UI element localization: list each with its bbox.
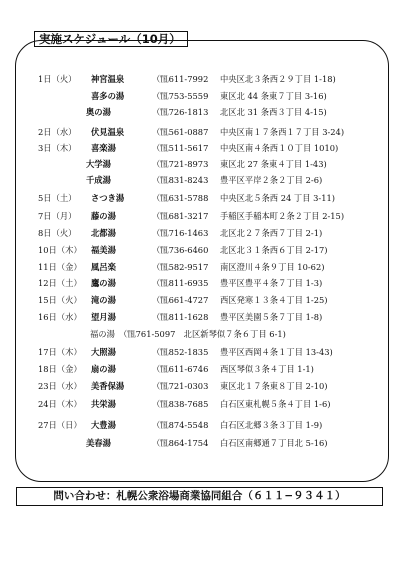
schedule-row [0,226,400,240]
schedule-day: 8日（火） [38,228,77,238]
bathhouse-name: 滝の湯 [91,295,116,305]
bathhouse-address: 北区北３１条西６丁目 2-17) [220,245,328,255]
schedule-row [0,345,400,359]
schedule-inline-entry: 福の湯 （℡761-5097 北区新琴似７条６丁目 6-1) [90,329,286,339]
bathhouse-phone: （℡838-7685 [152,399,209,409]
bathhouse-phone: （℡736-6460 [152,245,209,255]
bathhouse-phone: （℡726-1813 [152,107,209,117]
bathhouse-phone: （℡561-0887 [152,127,209,137]
bathhouse-phone: （℡753-5559 [152,91,209,101]
bathhouse-address: 南区澄川４条９丁目 10-62) [220,262,325,272]
schedule-row [0,379,400,393]
bathhouse-phone: （℡864-1754 [152,438,209,448]
bathhouse-address: 白石区北郷３条３丁目 1-9) [220,420,323,430]
bathhouse-phone: （℡831-8243 [152,175,209,185]
bathhouse-phone: （℡811-1628 [152,312,209,322]
bathhouse-name: 喜楽湯 [91,143,116,153]
bathhouse-address: 西区発寒１３条４丁目 1-25) [220,295,328,305]
bathhouse-name: 扇の湯 [91,364,116,374]
schedule-day: 27日（日） [38,420,82,430]
bathhouse-address: 東区北１７条東８丁目 2-10) [220,381,328,391]
schedule-day: 16日（水） [38,312,82,322]
bathhouse-name: 伏見温泉 [91,127,125,137]
bathhouse-phone: （℡611-6746 [152,364,209,374]
schedule-day: 17日（木） [38,347,82,357]
schedule-row [0,157,400,171]
schedule-day: 15日（火） [38,295,82,305]
bathhouse-phone: （℡874-5548 [152,420,209,430]
schedule-row [0,209,400,223]
bathhouse-phone: （℡681-3217 [152,211,209,221]
schedule-row [0,260,400,274]
bathhouse-name: 共栄湯 [91,399,116,409]
schedule-row [0,418,400,432]
bathhouse-phone: （℡721-8973 [152,159,209,169]
schedule-row [0,436,400,450]
bathhouse-address: 白石区南郷通７丁目北 5-16) [220,438,328,448]
bathhouse-name: 藤の湯 [91,211,116,221]
bathhouse-address: 豊平区平岸２条２丁目 2-6) [220,175,323,185]
bathhouse-name: 大学湯 [86,159,111,169]
schedule-day: 7日（月） [38,211,77,221]
page-title: 実施スケジュール（10月） [34,31,188,47]
bathhouse-phone: （℡716-1463 [152,228,209,238]
bathhouse-name: 美香保湯 [91,381,125,391]
schedule-row [0,397,400,411]
schedule-day: 2日（水） [38,127,77,137]
schedule-row [0,243,400,257]
bathhouse-phone: （℡582-9517 [152,262,209,272]
schedule-day: 18日（金） [38,364,82,374]
schedule-row [0,173,400,187]
bathhouse-name: 鷹の湯 [91,278,116,288]
schedule-row [0,310,400,324]
schedule-row [0,141,400,155]
schedule-day: 11日（金） [38,262,82,272]
bathhouse-phone: （℡852-1835 [152,347,209,357]
bathhouse-phone: （℡611-7992 [152,74,209,84]
contact-footer: 問い合わせ：札幌公衆浴場商業協同組合（６１１−９３４１） [16,487,383,506]
bathhouse-address: 中央区北３条西２９丁目 1-18) [220,74,336,84]
schedule-row [0,125,400,139]
bathhouse-address: 西区琴似３条４丁目 1-1) [220,364,314,374]
bathhouse-name: 大豊湯 [91,420,116,430]
schedule-day: 23日（水） [38,381,82,391]
bathhouse-address: 北区北２７条西７丁目 2-1) [220,228,323,238]
bathhouse-name: 北都湯 [91,228,116,238]
schedule-day: 10日（木） [38,245,82,255]
bathhouse-name: 美春湯 [86,438,111,448]
bathhouse-address: 白石区東札幌５条４丁目 1-6) [220,399,331,409]
bathhouse-name: 風呂楽 [91,262,116,272]
bathhouse-name: 奥の湯 [86,107,111,117]
bathhouse-name: 喜多の湯 [91,91,125,101]
schedule-row [0,327,400,341]
schedule-day: 1日（火） [38,74,77,84]
bathhouse-phone: （℡721-0303 [152,381,209,391]
schedule-day: 24日（木） [38,399,82,409]
bathhouse-name: 大照湯 [91,347,116,357]
bathhouse-address: 豊平区西岡４条１丁目 13-43) [220,347,333,357]
bathhouse-name: さつき湯 [91,193,125,203]
bathhouse-name: 福美湯 [91,245,116,255]
bathhouse-address: 豊平区美園５条７丁目 1-8) [220,312,323,322]
bathhouse-name: 神宮温泉 [91,74,125,84]
bathhouse-address: 中央区南１７条西１７丁目 3-24) [220,127,345,137]
bathhouse-address: 北区北 31 条西３丁目 4-15) [220,107,327,117]
bathhouse-phone: （℡661-4727 [152,295,209,305]
bathhouse-address: 手稲区手稲本町２条２丁目 2-15) [220,211,345,221]
schedule-row [0,362,400,376]
schedule-day: 5日（土） [38,193,77,203]
schedule-day: 3日（木） [38,143,77,153]
schedule-day: 12日（土） [38,278,82,288]
schedule-row [0,276,400,290]
bathhouse-address: 豊平区豊平４条７丁目 1-3) [220,278,323,288]
bathhouse-phone: （℡811-6935 [152,278,209,288]
bathhouse-address: 東区北 27 条東４丁目 1-43) [220,159,327,169]
schedule-row [0,293,400,307]
bathhouse-name: 望月湯 [91,312,116,322]
schedule-row [0,72,400,86]
bathhouse-address: 中央区北５条西 24 丁目 3-11) [220,193,336,203]
bathhouse-name: 千成湯 [86,175,111,185]
schedule-row [0,89,400,103]
bathhouse-address: 中央区南４条西１０丁目 1010) [220,143,339,153]
schedule-row [0,105,400,119]
bathhouse-phone: （℡511-5617 [152,143,209,153]
schedule-row [0,191,400,205]
bathhouse-phone: （℡631-5788 [152,193,209,203]
bathhouse-address: 東区北 44 条東７丁目 3-16) [220,91,327,101]
